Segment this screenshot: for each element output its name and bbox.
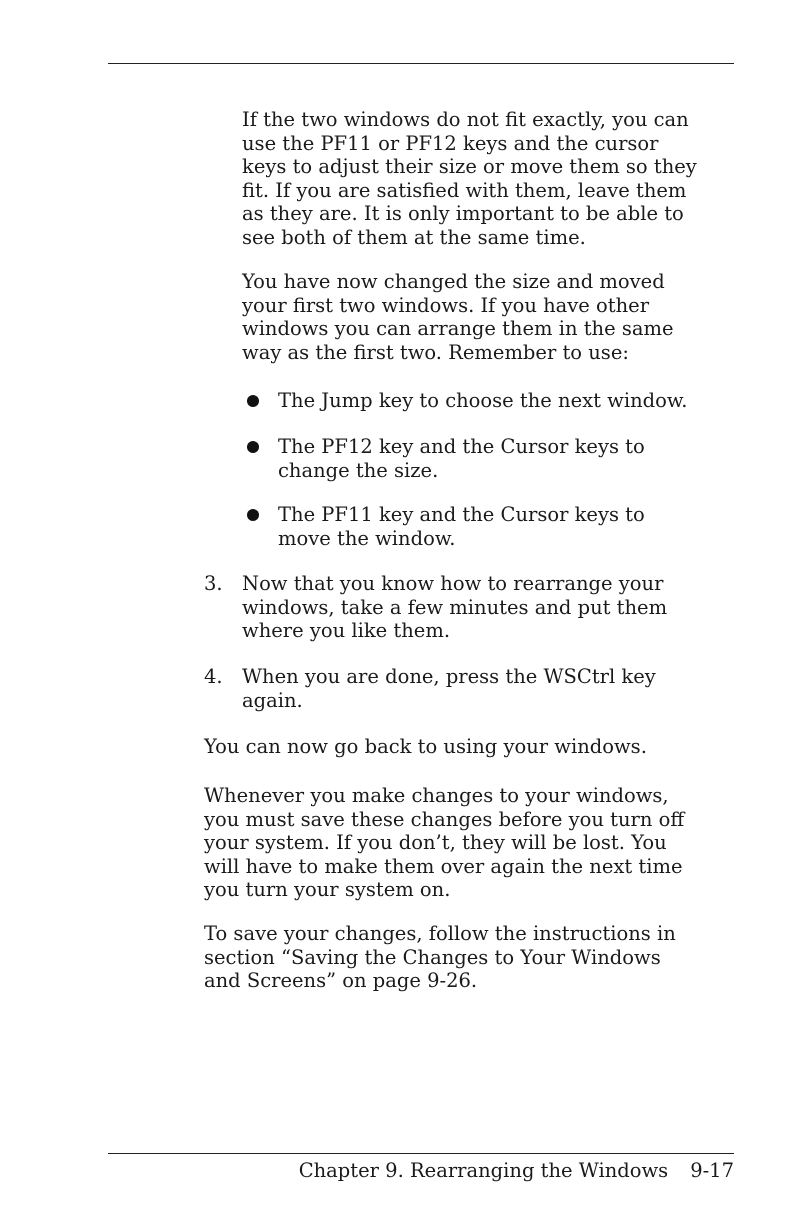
chapter-title: Chapter 9. Rearranging the Windows — [298, 1159, 669, 1182]
bullet-text: The PF12 key and the Cursor keys to change the size. — [278, 435, 645, 482]
paragraph-changed-size: You have now changed the size and moved your first two windows. If you have other windows you can arrange them in the same way as the first two. Remember to use: — [242, 270, 674, 364]
bullet-text: The PF11 key and the Cursor keys to move the window. — [278, 503, 645, 550]
page-footer — [299, 1159, 734, 1183]
paragraph-save-instructions: To save your changes, follow the instructions in section “Saving the Changes to Your Windows and Screens” on page 9-26. — [204, 922, 676, 992]
bullet-text: The Jump key to choose the next window. — [278, 389, 688, 412]
paragraph-save-warning: Whenever you make changes to your windows, you must save these changes before you turn off your system. If you don’t, they will be lost. You will have to make them over again the next time you turn your system on. — [204, 784, 685, 901]
bullet-icon — [247, 509, 259, 521]
page-number: 9-17 — [690, 1159, 734, 1182]
header-rule — [108, 63, 734, 64]
step-number: 4. — [204, 665, 223, 688]
bullet-icon — [247, 441, 259, 453]
step-text: When you are done, press the WSCtrl key again. — [242, 665, 656, 712]
paragraph-go-back: You can now go back to using your windows. — [204, 735, 647, 758]
step-text: Now that you know how to rearrange your windows, take a few minutes and put them where you like them. — [242, 572, 668, 642]
step-number: 3. — [204, 572, 223, 595]
footer-rule — [108, 1153, 734, 1154]
paragraph-window-fit: If the two windows do not fit exactly, you can use the PF11 or PF12 keys and the cursor keys to adjust their size or move them so they fit. If you are satisfied with them, leave them as they are. It is only important to be able to see both of them at the same time. — [242, 108, 697, 249]
bullet-icon — [247, 395, 259, 407]
